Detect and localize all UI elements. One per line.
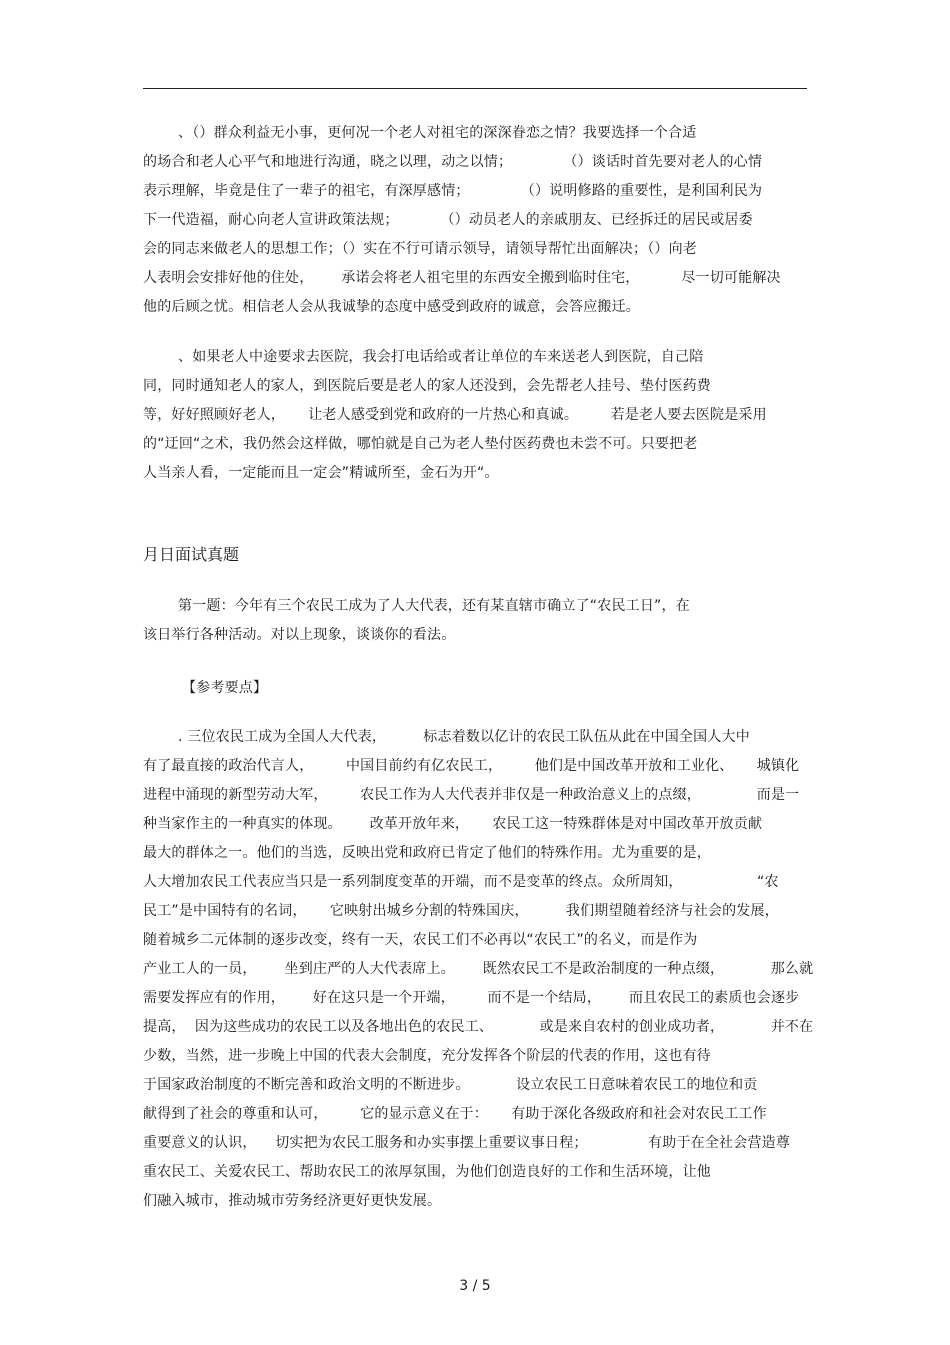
answer-line-1: . 三位农民工成为全国人大代表， 标志着数以亿计的农民工队伍从此在中国全国人大中 xyxy=(178,729,750,745)
answer-line-16: 重农民工、关爱农民工、帮助农民工的浓厚氛围，为他们创造良好的工作和生活环境，让他 xyxy=(143,1164,711,1180)
para2-line-3: 等，好好照顾好老人， 让老人感受到党和政府的一片热心和真诚。 若是老人要去医院是采用 xyxy=(143,407,767,423)
answer-line-15: 重要意义的认识， 切实把为农民工服务和办实事摆上重要议事日程； 有助于在全社会营造尊 xyxy=(143,1135,791,1151)
para1-line-4: 下一代造福，耐心向老人宣讲政策法规； （）动员老人的亲戚朋友、已经拆迁的居民或居委 xyxy=(143,212,753,228)
para1-line-5: 会的同志来做老人的思想工作；（）实在不行可请示领导，请领导帮忙出面解决；（）向老 xyxy=(143,241,697,257)
para2-line-1: 、如果老人中途要求去医院，我会打电话给或者让单位的车来送老人到医院，自己陪 xyxy=(178,349,704,365)
answer-line-6: 人大增加农民工代表应当只是一系列制度变革的开端，而不是变革的终点。众所周知， “农 xyxy=(143,874,779,890)
question-line-1: 第一题：今年有三个农民工成为了人大代表，还有某直辖市确立了“农民工日”，在 xyxy=(178,598,690,614)
answer-line-4: 种当家作主的一种真实的体现。 改革开放年来， 农民工这一特殊群体是对中国改革开放贡献 xyxy=(143,816,763,832)
header-rule xyxy=(143,88,807,89)
section-title: 月日面试真题 xyxy=(143,545,240,564)
answer-line-9: 产业工人的一员， 坐到庄严的人大代表席上。 既然农民工不是政治制度的一种点缀， 那么就 xyxy=(143,961,814,977)
para1-line-7: 他的后顾之忧。相信老人会从我诚挚的态度中感受到政府的诚意，会答应搬迁。 xyxy=(143,299,640,315)
answer-line-12: 少数，当然，进一步晚上中国的代表大会制度，充分发挥各个阶层的代表的作用，这也有待 xyxy=(143,1048,711,1064)
para1-line-2: 的场合和老人心平气和地进行沟通，晓之以理，动之以情； （）谈话时首先要对老人的心情 xyxy=(143,154,763,170)
reference-label: 【参考要点】 xyxy=(182,680,268,696)
answer-line-7: 民工”是中国特有的名词， 它映射出城乡分割的特殊国庆， 我们期望随着经济与社会的发展， xyxy=(143,903,779,919)
para1-line-1: 、（）群众利益无小事，更何况一个老人对祖宅的深深眷恋之情？我要选择一个合适 xyxy=(178,125,697,141)
answer-line-10: 需要发挥应有的作用， 好在这只是一个开端， 而不是一个结局， 而且农民工的素质也会逐步 xyxy=(143,990,800,1006)
answer-line-3: 进程中涌现的新型劳动大军， 农民工作为人大代表并非仅是一种政治意义上的点缀， 而是一 xyxy=(143,787,800,803)
para1-line-6: 人表明会安排好他的住处， 承诺会将老人祖宅里的东西安全搬到临时住宅， 尽一切可能解决 xyxy=(143,270,781,286)
answer-line-17: 们融入城市，推动城市劳务经济更好更快发展。 xyxy=(143,1193,442,1209)
question-line-2: 该日举行各种活动。对以上现象，谈谈你的看法。 xyxy=(143,627,456,643)
para2-line-5: 人当亲人看，一定能而且一定会”精诚所至，金石为开“。 xyxy=(143,465,499,481)
answer-line-8: 随着城乡二元体制的逐步改变，终有一天，农民工们不必再以“农民工”的名义，而是作为 xyxy=(143,932,698,948)
para2-line-4: 的“迂回“之术，我仍然会这样做，哪怕就是自己为老人垫付医药费也未尝不可。只要把老 xyxy=(143,436,698,452)
answer-line-14: 献得到了社会的尊重和认可， 它的显示意义在于： 有助于深化各级政府和社会对农民工工作 xyxy=(143,1106,767,1122)
answer-line-2: 有了最直接的政治代言人， 中国目前约有亿农民工， 他们是中国改革开放和工业化、 城镇化 xyxy=(143,758,800,774)
answer-line-5: 最大的群体之一。他们的当选，反映出党和政府已肯定了他们的特殊作用。尤为重要的是， xyxy=(143,845,711,861)
para1-line-3: 表示理解，毕竟是住了一辈子的祖宅，有深厚感情； （）说明修路的重要性，是利国利民为 xyxy=(143,183,763,199)
para2-line-2: 同，同时通知老人的家人，到医院后要是老人的家人还没到，会先帮老人挂号、垫付医药费 xyxy=(143,378,711,394)
answer-line-11: 提高， 因为这些成功的农民工以及各地出色的农民工、 或是来自农村的创业成功者， 并不在 xyxy=(143,1019,814,1035)
answer-line-13: 于国家政治制度的不断完善和政治文明的不断进步。 设立农民工日意味着农民工的地位和贡 xyxy=(143,1077,758,1093)
page-number: 3 / 5 xyxy=(459,1278,491,1294)
